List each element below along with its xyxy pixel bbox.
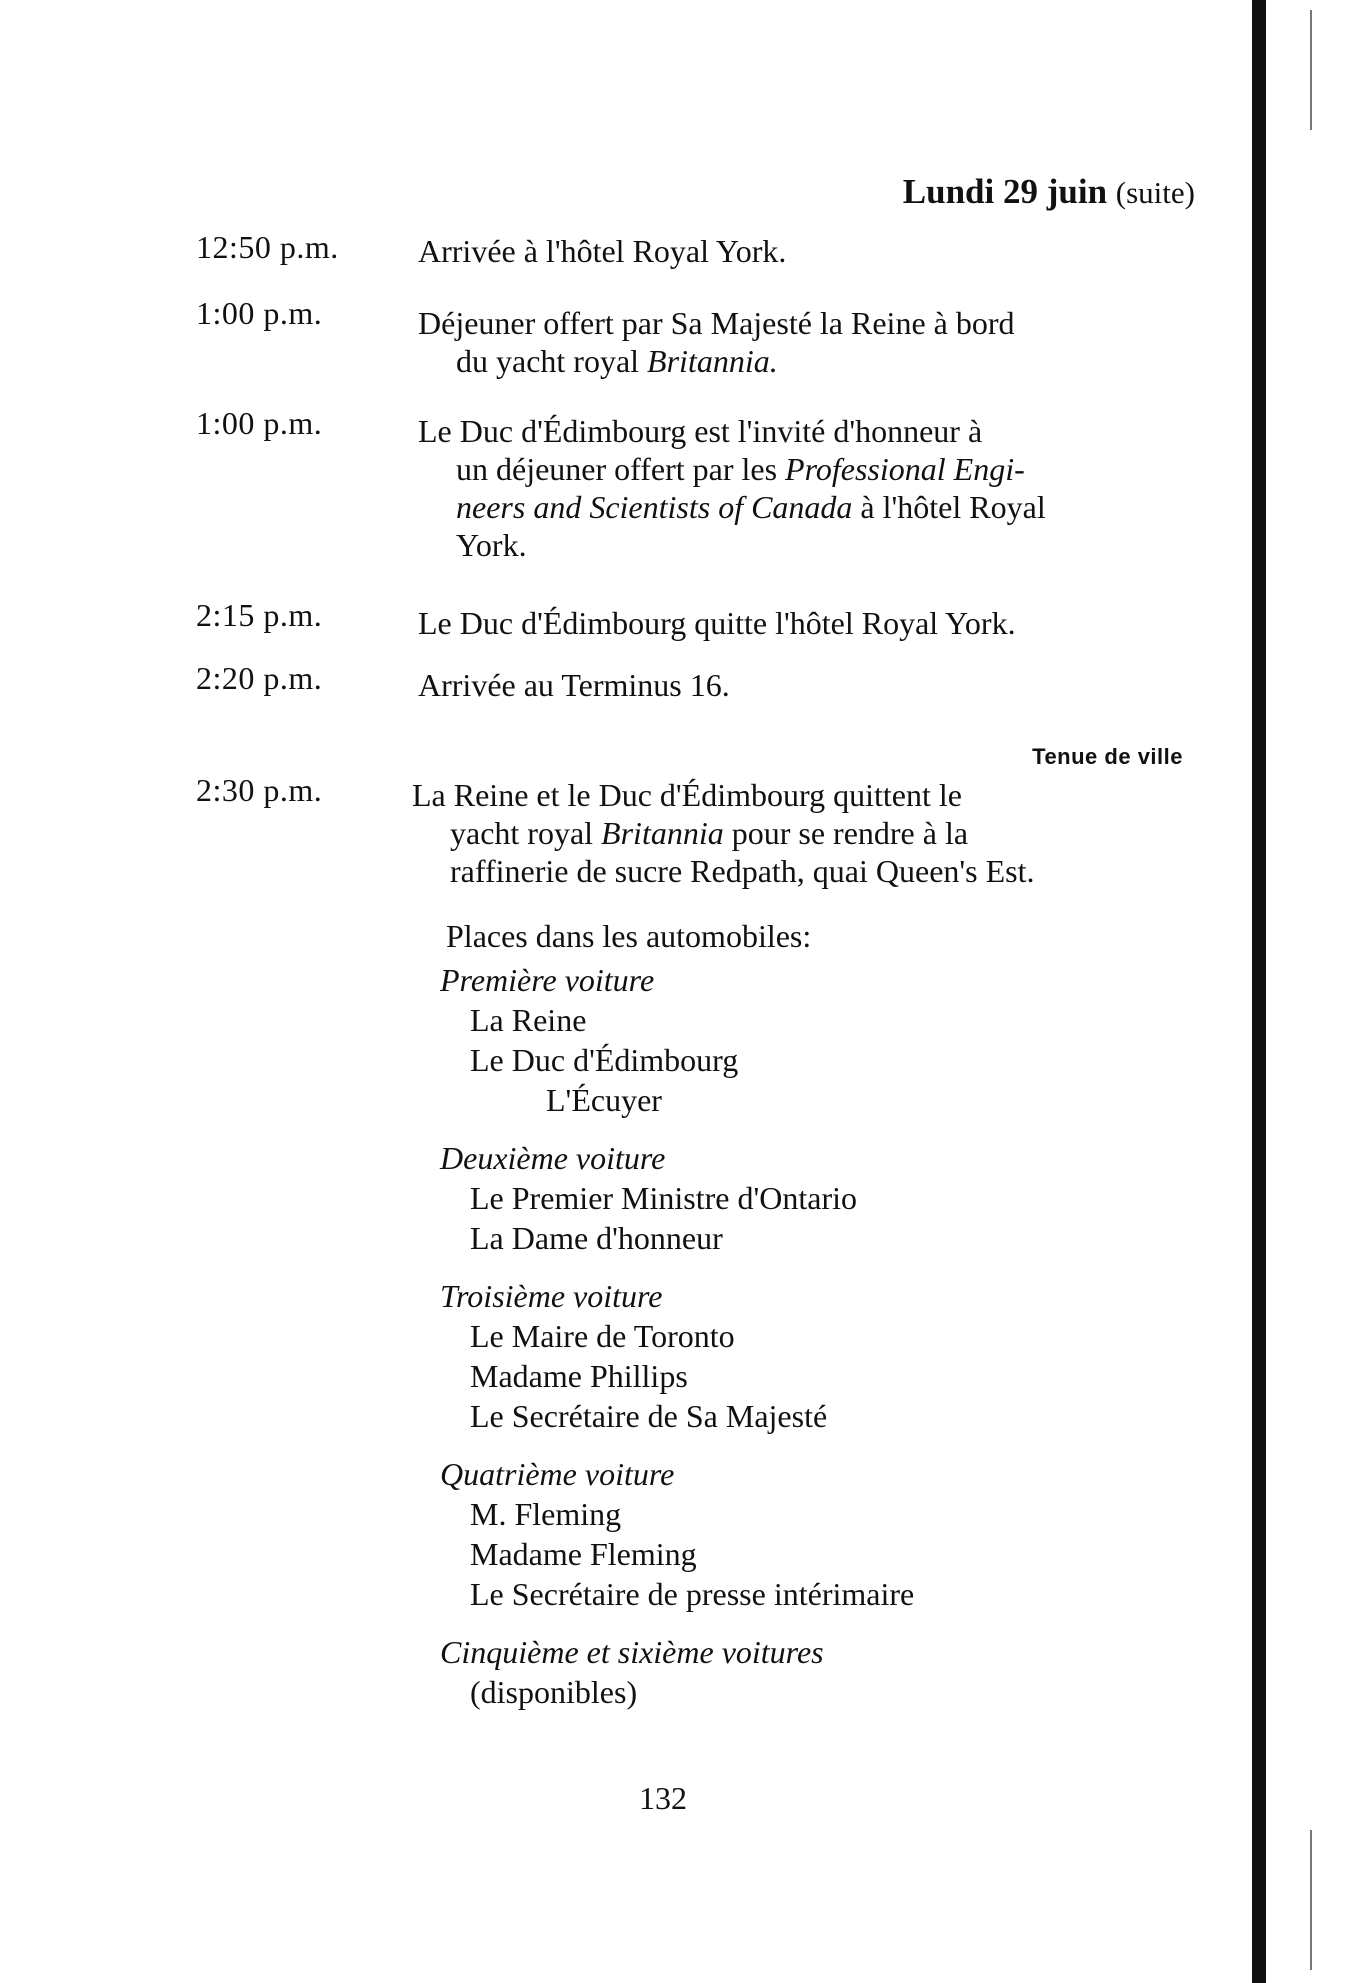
entry-text: à l'hôtel Royal [852,489,1046,525]
car-title: Première voiture [440,962,655,998]
schedule-time: 2:20 p.m. [196,660,323,696]
schedule-entry [418,666,1190,704]
entry-line: Déjeuner offert par Sa Majesté la Reine à bord [418,305,1015,341]
car-group [440,960,1140,1120]
car-seating-intro: Places dans les automobiles: [446,918,812,954]
entry-italic: Britannia [601,815,724,851]
entry-italic: neers and Scientists of Canada [456,489,853,525]
car-occupant: (disponibles) [470,1674,638,1710]
binding-edge [1252,0,1266,1983]
page-number: 132 [639,1780,687,1816]
car-title: Deuxième voiture [440,1140,666,1176]
car-occupant: Le Duc d'Édimbourg [470,1042,739,1078]
car-occupant: La Dame d'honneur [470,1220,723,1256]
car-occupant: La Reine [470,1002,587,1038]
running-head-suite: (suite) [1115,175,1195,210]
entry-line: raffinerie de sucre Redpath, quai Queen's Est. [450,853,1035,889]
entry-text: Arrivée à l'hôtel Royal York. [418,233,787,269]
schedule-time: 2:15 p.m. [196,597,323,633]
entry-italic: Britannia. [647,343,778,379]
car-occupant: Le Secrétaire de presse intérimaire [470,1576,915,1612]
schedule-entry [418,304,1190,380]
scan-mark [1310,1830,1312,1970]
schedule-entry [418,412,1190,564]
entry-line [418,342,1190,380]
car-group [440,1454,1140,1614]
schedule-time: 12:50 p.m. [196,229,339,265]
car-occupant: L'Écuyer [546,1082,662,1118]
entry-line [418,450,1190,488]
schedule-entry [418,604,1190,642]
entry-line [412,814,1184,852]
entry-text: pour se rendre à la [723,815,969,851]
scan-mark [1310,10,1312,130]
schedule-time: 1:00 p.m. [196,405,323,441]
car-occupant: M. Fleming [470,1496,622,1532]
car-seating [440,916,1140,1730]
schedule-entry [418,232,1190,270]
car-title: Quatrième voiture [440,1456,675,1492]
entry-text: du yacht royal [456,343,648,379]
car-group [440,1276,1140,1436]
car-occupant: Le Maire de Toronto [470,1318,735,1354]
schedule-time: 2:30 p.m. [196,772,323,808]
running-head [903,172,1195,212]
car-occupant: Le Premier Ministre d'Ontario [470,1180,857,1216]
entry-italic: Professional Engi- [785,451,1025,487]
entry-text: Arrivée au Terminus 16. [418,667,730,703]
car-occupant: Madame Fleming [470,1536,697,1572]
entry-line: York. [456,527,527,563]
running-head-day: Lundi 29 juin [902,172,1108,211]
dress-note: Tenue de ville [1032,744,1183,769]
car-occupant: Madame Phillips [470,1358,688,1394]
entry-line [418,488,1190,526]
entry-text: Le Duc d'Édimbourg quitte l'hôtel Royal York. [418,605,1016,641]
entry-line: La Reine et le Duc d'Édimbourg quittent le [412,777,962,813]
car-group [440,1138,1140,1258]
entry-text: yacht royal [450,815,602,851]
car-title: Troisième voiture [440,1278,663,1314]
car-occupant: Le Secrétaire de Sa Majesté [470,1398,828,1434]
car-group [440,1632,1140,1712]
car-title: Cinquième et sixième voitures [440,1634,824,1670]
schedule-time: 1:00 p.m. [196,295,323,331]
entry-line: Le Duc d'Édimbourg est l'invité d'honneur à [418,413,983,449]
schedule-entry [412,776,1184,890]
page-margin-right [1266,0,1363,1983]
entry-text: un déjeuner offert par les [456,451,786,487]
